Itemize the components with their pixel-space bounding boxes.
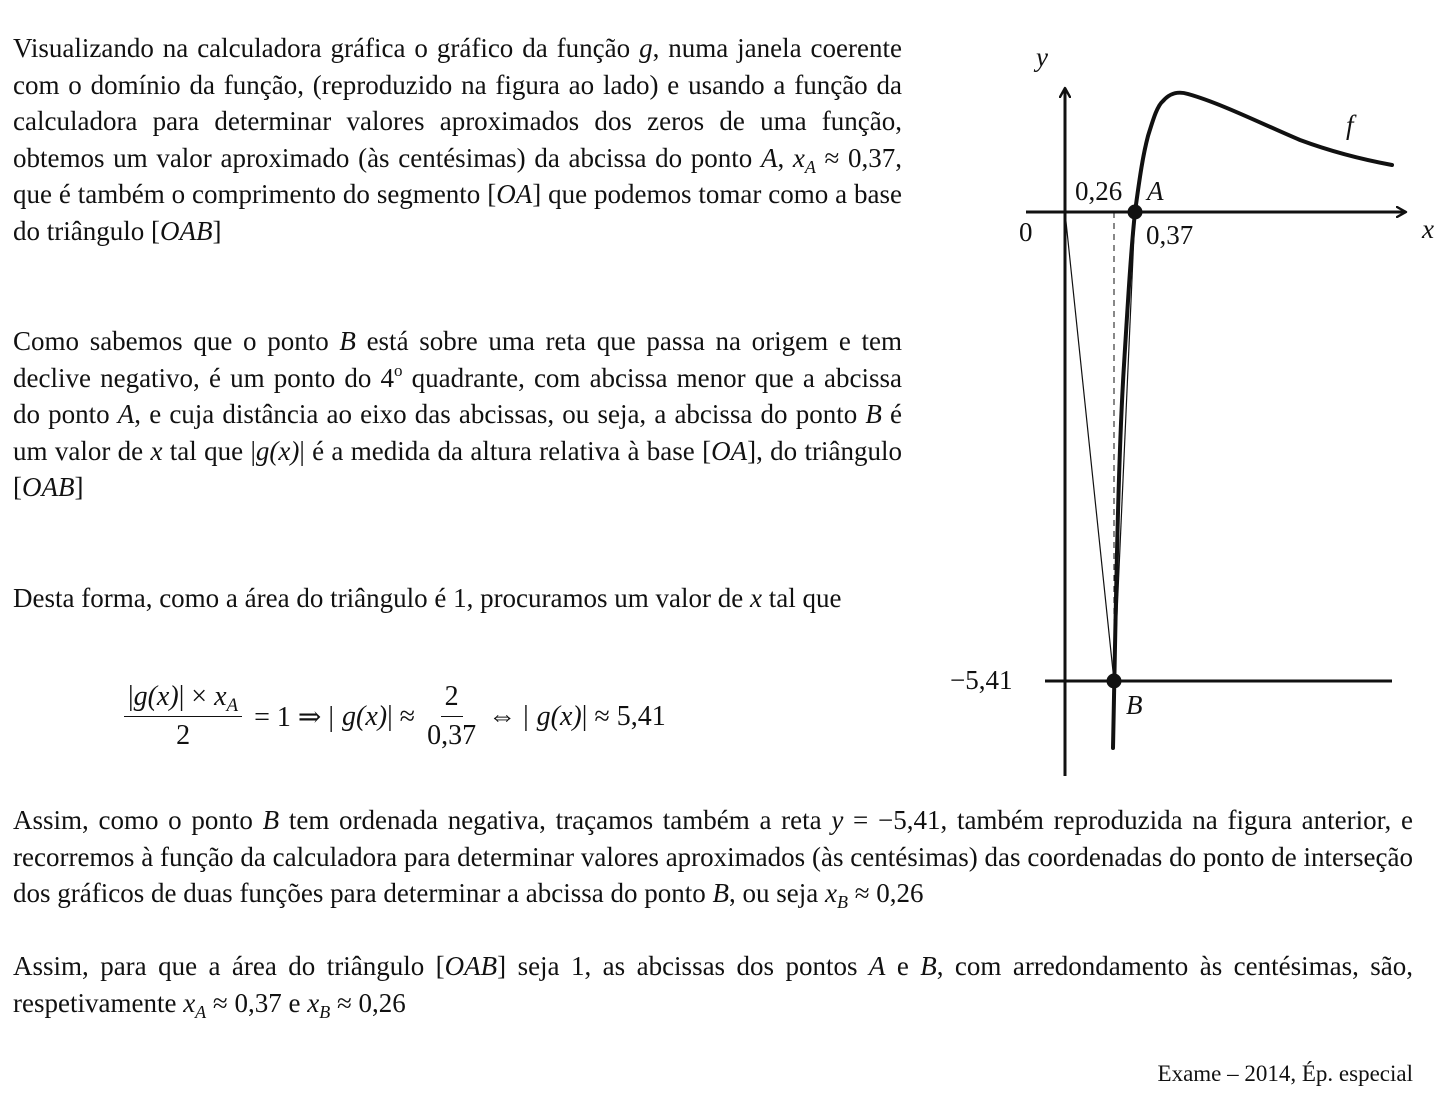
ordinal-superscript: o — [393, 360, 403, 380]
math-var: x — [750, 583, 762, 613]
math-subscript: A — [195, 1001, 207, 1022]
function-label: f — [1346, 110, 1354, 140]
text: Como sabemos que o ponto — [13, 326, 340, 356]
fraction-numerator — [124, 680, 242, 717]
text: ] — [212, 215, 222, 246]
math-var: B — [865, 399, 882, 430]
math-subscript: A — [804, 156, 816, 177]
text: e — [885, 951, 921, 981]
text: , — [777, 142, 793, 173]
fraction-denominator: 2 — [176, 720, 191, 751]
equation-operator: = 1 ⇒ | — [254, 701, 334, 733]
text: | — [128, 681, 134, 712]
point-b — [1107, 674, 1122, 689]
point-b-label: B — [1126, 690, 1143, 720]
math-var: x — [150, 435, 163, 466]
math-var: y — [831, 805, 844, 835]
segment-ob — [1065, 212, 1114, 681]
math-subscript: B — [836, 892, 848, 913]
text: ≈ 0,26 — [847, 878, 924, 909]
math-var: OAB — [22, 472, 75, 503]
math-var: B — [920, 951, 937, 981]
origin-label: 0 — [1019, 217, 1033, 247]
fraction-two-over-xa — [427, 680, 476, 753]
text: tal que | — [162, 435, 256, 466]
y-axis-label: y — [1036, 42, 1048, 72]
math-var: B — [712, 878, 730, 909]
text: tal que — [761, 583, 842, 613]
text: ] seja 1, as abcissas dos pontos — [497, 951, 869, 981]
math-var: g(x) — [536, 700, 582, 732]
text: está sobre uma reta que passa na origem e tem declive negativo, é um ponto do 4 — [13, 326, 902, 393]
math-var: A — [117, 399, 135, 430]
fraction-numerator: 2 — [441, 680, 463, 717]
text: = −5,41, também reproduzida na figura anterior, e recorremos à função da calculadora para determinar valores aproximados (às centésimas) das coordenadas do ponto de interseção dos gráficos de duas funções para determinar a abcissa do ponto — [13, 805, 1413, 909]
math-var: x — [183, 987, 196, 1018]
math-var: B — [339, 326, 356, 356]
math-var: x — [792, 142, 805, 173]
text: ≈ 0,37, que é também o comprimento do segmento [ — [13, 142, 903, 210]
paragraph-point-b — [13, 323, 902, 506]
text: ≈ 0,37 e — [206, 987, 308, 1018]
x-axis-label: x — [1422, 214, 1434, 244]
math-var: g(x) — [133, 681, 179, 712]
math-subscript: A — [226, 695, 239, 716]
math-var: x — [307, 987, 320, 1018]
text: ], do triângulo [ — [13, 435, 902, 503]
text: , ou seja — [729, 878, 825, 909]
math-var: x — [825, 878, 837, 909]
math-var: A — [868, 951, 886, 981]
text: Desta forma, como a área do triângulo é 1, procuramos um valor de — [13, 583, 750, 613]
text: , com arredondamento às centésimas, são, respetivamente — [13, 951, 1414, 1018]
math-subscript: B — [319, 1001, 331, 1022]
source-citation: Exame – 2014, Ép. especial — [1157, 1061, 1413, 1086]
area-equation — [120, 680, 666, 753]
equation-operator: | ≈ — [387, 700, 416, 732]
text: Assim, para que a área do triângulo [ — [13, 951, 445, 981]
paragraph-conclusion — [13, 948, 1413, 1021]
paragraph-intersection — [13, 802, 1413, 912]
text: ] que podemos tomar como a base do triângulo [ — [13, 179, 903, 246]
function-graph — [930, 30, 1444, 790]
text: , numa janela coerente com o domínio da função, (reproduzido na figura ao lado) e usando a função da calculadora para determinar valores aproximados dos zeros de uma função, obtemos um valor aproximado (às centésimas) da abcissa do ponto — [13, 33, 902, 173]
text: | × — [178, 681, 215, 712]
point-a — [1128, 205, 1143, 220]
math-var: OA — [711, 435, 748, 466]
math-var: OAB — [159, 215, 213, 246]
math-var: OA — [496, 179, 533, 210]
fraction-denominator: 0,37 — [427, 720, 477, 751]
math-var: A — [760, 142, 778, 173]
text: , e cuja distância ao eixo das abcissas, ou seja, a abcissa do ponto — [134, 399, 866, 430]
paragraph-zeros-of-g — [13, 30, 902, 250]
text: | é a medida da altura relativa à base [ — [299, 435, 712, 466]
math-var: g(x) — [342, 700, 388, 732]
math-var: OAB — [444, 951, 498, 981]
xb-value-label: 0,26 — [1075, 176, 1123, 206]
text: ] — [74, 472, 84, 503]
fraction-area — [124, 680, 242, 753]
math-var: g — [639, 33, 653, 63]
text: tem ordenada negativa, traçamos também a reta — [279, 805, 832, 835]
y-line-value-label: −5,41 — [950, 665, 1013, 695]
text: Assim, como o ponto — [13, 805, 263, 835]
xa-value-label: 0,37 — [1146, 220, 1194, 250]
math-var: g(x) — [255, 435, 300, 466]
text: ≈ 0,26 — [330, 987, 406, 1018]
text: quadrante, com abcissa menor que a abcissa do ponto — [13, 362, 902, 430]
math-var: B — [262, 805, 280, 835]
equation-result: | ≈ 5,41 — [581, 700, 666, 732]
math-var: x — [214, 681, 227, 712]
point-a-label: A — [1147, 176, 1164, 206]
paragraph-area-condition — [13, 580, 902, 617]
equation-operator: ⇔ | — [488, 700, 529, 732]
text: Visualizando na calculadora gráfica o gráfico da função — [13, 33, 640, 63]
text: é um valor de — [13, 399, 902, 466]
